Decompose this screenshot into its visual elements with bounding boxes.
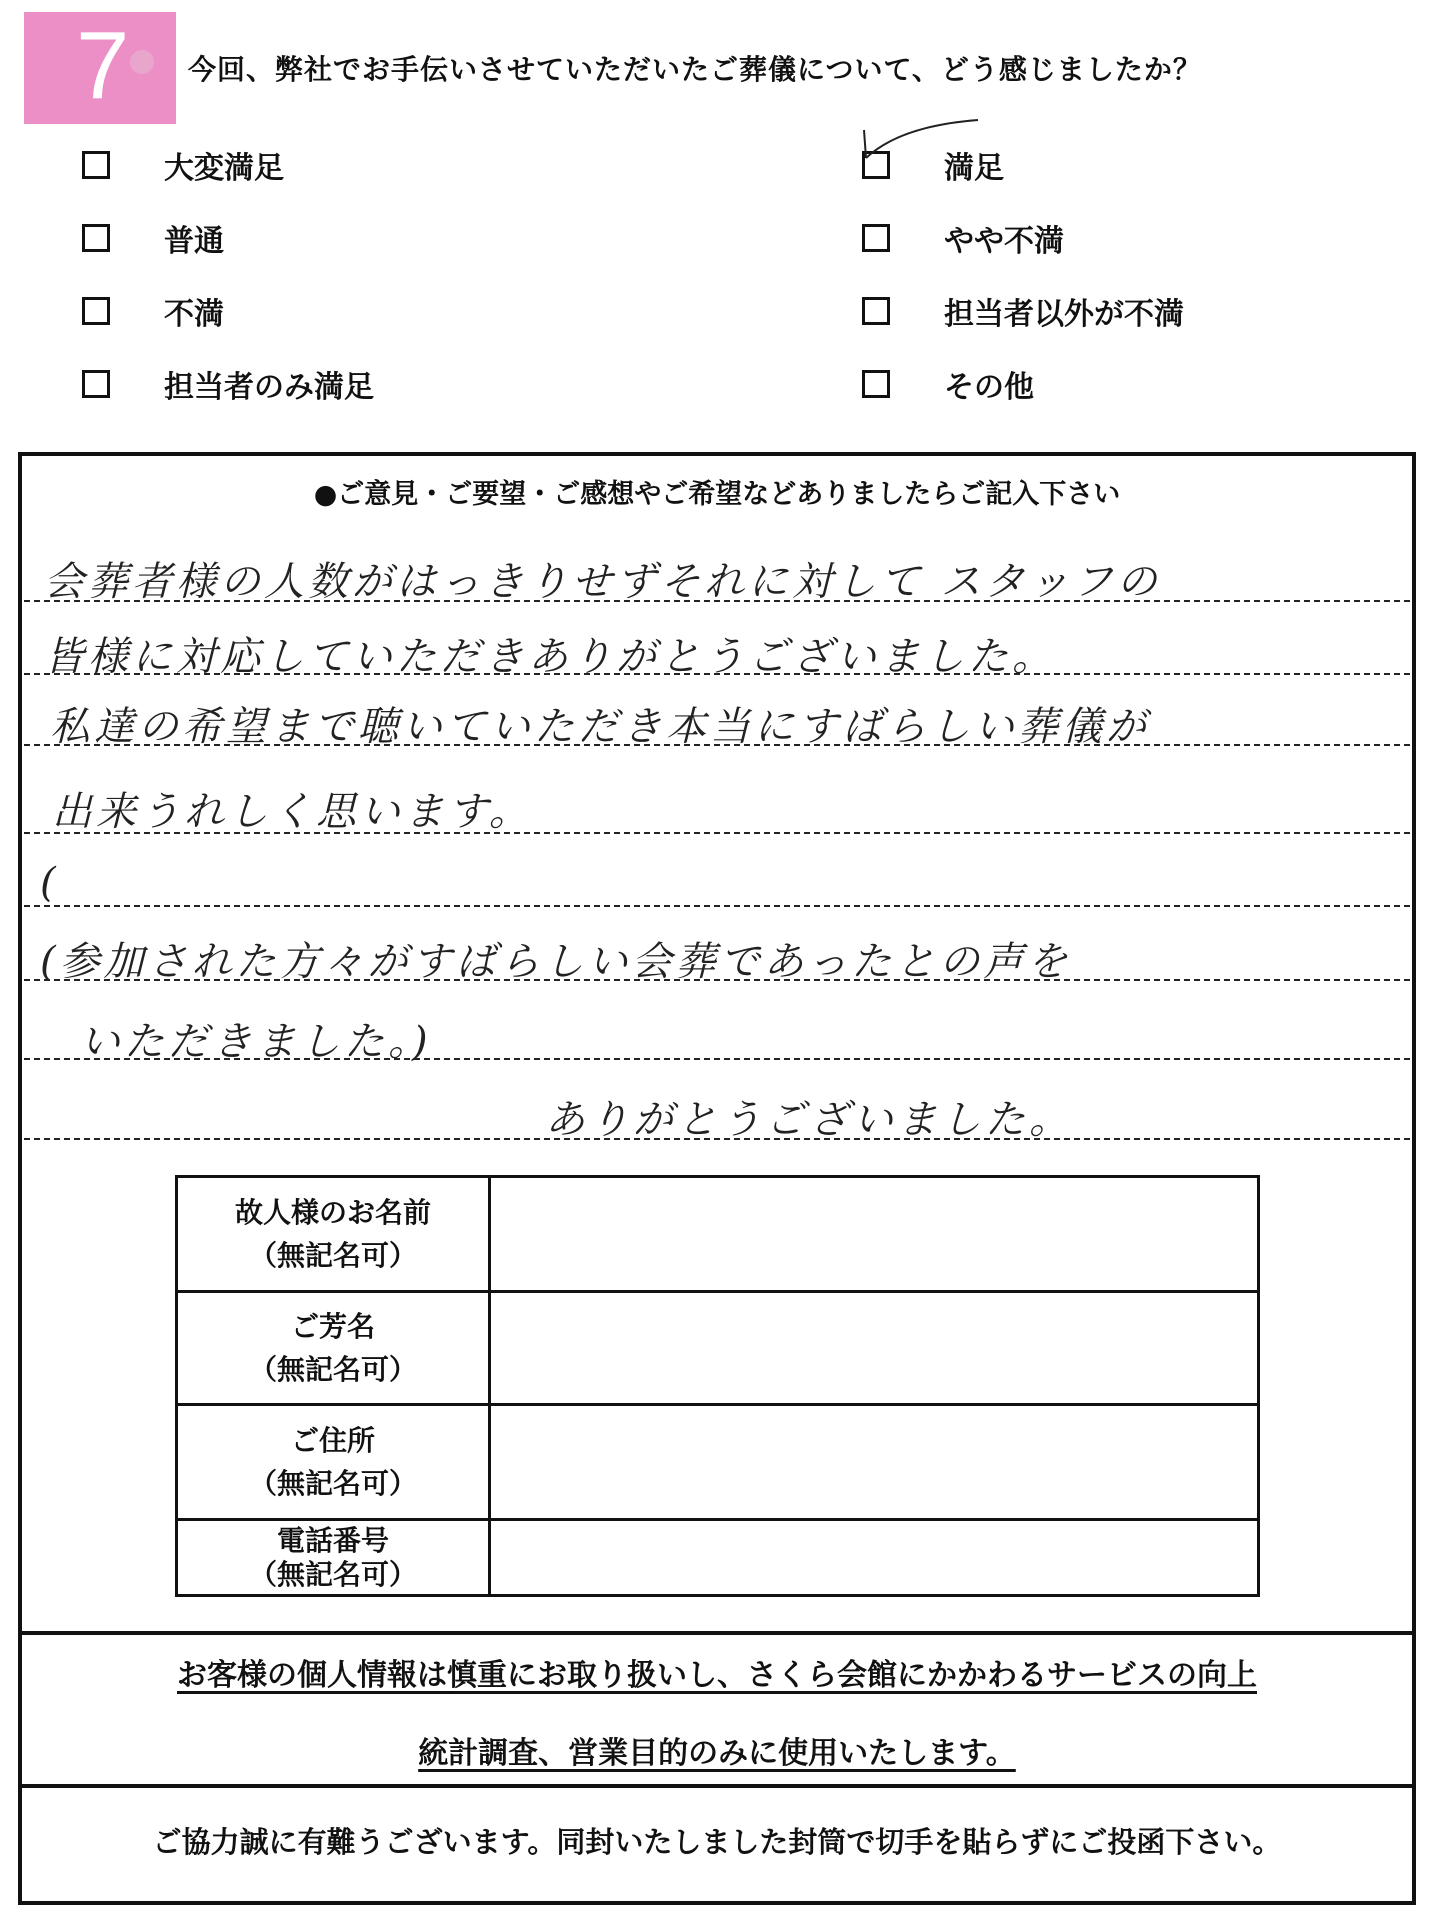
- phone-field[interactable]: [490, 1520, 1259, 1596]
- checkbox[interactable]: [82, 370, 110, 398]
- row-label: 電話番号 （無記名可）: [177, 1520, 490, 1596]
- row-label: ご住所 （無記名可）: [177, 1405, 490, 1520]
- checkbox[interactable]: [82, 224, 110, 252]
- row-label: ご芳名 （無記名可）: [177, 1292, 490, 1405]
- deceased-name-field[interactable]: [490, 1177, 1259, 1292]
- handwritten-comment-line: (参加された方々がすばらしい会葬であったとの声を: [40, 939, 1072, 985]
- row-label: 故人様のお名前 （無記名可）: [177, 1177, 490, 1292]
- address-field[interactable]: [490, 1405, 1259, 1520]
- option-other[interactable]: [862, 362, 1034, 406]
- table-row: [177, 1405, 1259, 1520]
- handwritten-comment-line: いただきました。): [80, 1019, 432, 1065]
- checkbox[interactable]: [862, 297, 890, 325]
- option-staff-only-satisfied[interactable]: [82, 362, 374, 406]
- contact-info-table: [175, 1175, 1260, 1597]
- divider: [18, 1631, 1416, 1635]
- thanks-footer: ご協力誠に有難うございます。同封いたしました封筒で切手を貼らずにご投函下さい。: [152, 1825, 1282, 1859]
- section-number: 7: [76, 12, 130, 119]
- divider: [18, 1784, 1416, 1788]
- table-row: [177, 1520, 1259, 1596]
- option-others-dissatisfied[interactable]: [862, 289, 1184, 333]
- privacy-notice-line1: お客様の個人情報は慎重にお取り扱いし、さくら会館にかかわるサービスの向上: [177, 1658, 1257, 1693]
- question-text: 今回、弊社でお手伝いさせていただいたご葬儀について、どう感じましたか？: [188, 53, 1202, 86]
- option-very-satisfied[interactable]: [82, 143, 284, 187]
- checkbox[interactable]: [862, 224, 890, 252]
- privacy-notice-line2: 統計調査、営業目的のみに使用いたします。: [418, 1736, 1016, 1771]
- option-label: 不満: [164, 297, 224, 332]
- option-normal[interactable]: [82, 216, 224, 260]
- option-dissatisfied[interactable]: [82, 289, 224, 333]
- option-label: 担当者以外が不満: [944, 297, 1184, 332]
- decorative-dot-icon: [130, 50, 154, 74]
- section-number-badge: [24, 12, 176, 124]
- handwritten-comment-line: 皆様に対応していただきありがとうございました。: [44, 634, 1056, 680]
- handwritten-comment-line: 私達の希望まで聴いていただき本当にすばらしい葬儀が: [50, 704, 1150, 750]
- checkbox[interactable]: [82, 297, 110, 325]
- comments-header: ●ご意見・ご要望・ご感想やご希望などありましたらご記入下さい: [313, 479, 1121, 510]
- option-label: 担当者のみ満足: [164, 370, 374, 405]
- handwritten-comment-line: ありがとうございました。: [545, 1097, 1073, 1143]
- handwritten-check-icon: [860, 118, 980, 178]
- table-row: [177, 1177, 1259, 1292]
- option-label: 満足: [944, 151, 1004, 186]
- name-field[interactable]: [490, 1292, 1259, 1405]
- option-label: やや不満: [944, 224, 1064, 259]
- option-somewhat-dissatisfied[interactable]: [862, 216, 1064, 260]
- table-row: [177, 1292, 1259, 1405]
- handwritten-comment-line: 会葬者様の人数がはっきりせずそれに対して スタッフの: [44, 559, 1161, 605]
- option-label: 普通: [164, 224, 224, 259]
- checkbox[interactable]: [82, 151, 110, 179]
- writing-line: [24, 905, 1410, 907]
- checkbox[interactable]: [862, 370, 890, 398]
- option-label: その他: [944, 370, 1034, 405]
- handwritten-comment-line: (: [40, 860, 60, 906]
- handwritten-comment-line: 出来うれしく思います。: [52, 789, 533, 835]
- option-label: 大変満足: [164, 151, 284, 186]
